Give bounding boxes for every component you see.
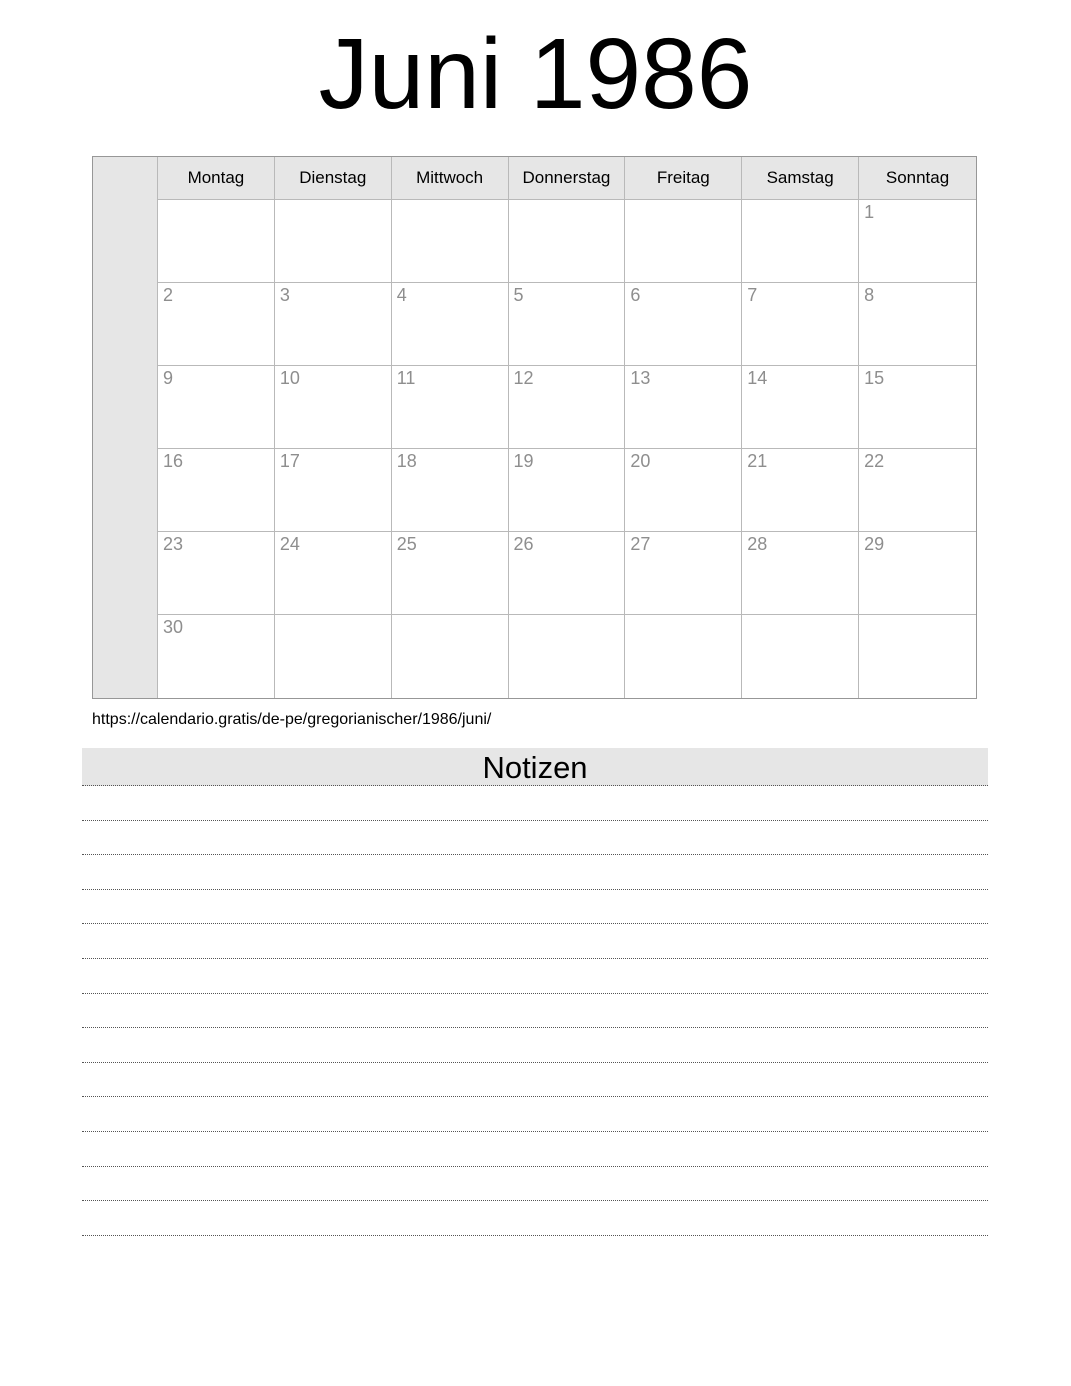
notes-lines-container <box>82 786 988 1236</box>
note-line <box>82 1132 988 1167</box>
note-line <box>82 821 988 856</box>
calendar-day-cell <box>742 615 859 698</box>
page-title: Juni 1986 <box>318 18 753 130</box>
calendar-day-cell <box>509 615 626 698</box>
weekday-header-freitag: Freitag <box>625 157 742 200</box>
note-line <box>82 786 988 821</box>
weekday-header-row <box>93 157 976 200</box>
calendar-table <box>92 156 977 699</box>
calendar-day-cell: 7 <box>742 283 859 366</box>
calendar-day-cell: 18 <box>392 449 509 532</box>
calendar-day-cell: 25 <box>392 532 509 615</box>
calendar-day-cell <box>275 615 392 698</box>
calendar-day-cell: 26 <box>509 532 626 615</box>
calendar-day-cell <box>742 200 859 283</box>
calendar-day-cell <box>158 200 275 283</box>
notes-header <box>82 748 988 786</box>
calendar-week-row <box>93 283 976 366</box>
calendar-day-cell: 9 <box>158 366 275 449</box>
note-line <box>82 890 988 925</box>
calendar-day-cell: 30 <box>158 615 275 698</box>
calendar-day-cell: 27 <box>625 532 742 615</box>
note-line <box>82 1097 988 1132</box>
calendar-day-cell: 1 <box>859 200 976 283</box>
calendar-day-cell: 10 <box>275 366 392 449</box>
note-line <box>82 959 988 994</box>
calendar-day-cell: 19 <box>509 449 626 532</box>
weekday-header-dienstag: Dienstag <box>275 157 392 200</box>
calendar-week-row <box>93 532 976 615</box>
calendar-week-row <box>93 449 976 532</box>
calendar-day-cell <box>275 200 392 283</box>
calendar-day-cell: 5 <box>509 283 626 366</box>
source-url: https://calendario.gratis/de-pe/gregorianischer/1986/juni/ <box>92 711 492 728</box>
calendar-week-row <box>93 615 976 698</box>
calendar-day-cell: 24 <box>275 532 392 615</box>
notes-title: Notizen <box>482 750 588 785</box>
weekday-header-montag: Montag <box>158 157 275 200</box>
calendar-day-cell: 28 <box>742 532 859 615</box>
note-line <box>82 1167 988 1202</box>
calendar-day-cell: 14 <box>742 366 859 449</box>
note-line <box>82 1028 988 1063</box>
calendar-day-cell <box>859 615 976 698</box>
calendar-day-cell: 17 <box>275 449 392 532</box>
calendar-day-cell: 8 <box>859 283 976 366</box>
note-line <box>82 1201 988 1236</box>
note-line <box>82 855 988 890</box>
calendar-day-cell <box>392 615 509 698</box>
calendar-day-cell <box>509 200 626 283</box>
calendar-day-cell: 3 <box>275 283 392 366</box>
calendar-week-row <box>93 366 976 449</box>
calendar-day-cell <box>625 200 742 283</box>
week-number-column <box>93 157 158 698</box>
calendar-day-cell: 4 <box>392 283 509 366</box>
calendar-day-cell: 2 <box>158 283 275 366</box>
weekday-header-samstag: Samstag <box>742 157 859 200</box>
calendar-day-cell <box>392 200 509 283</box>
note-line <box>82 924 988 959</box>
notes-section <box>82 748 988 1236</box>
calendar-day-cell: 16 <box>158 449 275 532</box>
calendar-day-cell: 20 <box>625 449 742 532</box>
weekday-header-sonntag: Sonntag <box>859 157 976 200</box>
calendar-day-cell: 6 <box>625 283 742 366</box>
calendar-day-cell <box>625 615 742 698</box>
calendar-day-cell: 15 <box>859 366 976 449</box>
weekday-header-donnerstag: Donnerstag <box>509 157 626 200</box>
note-line <box>82 994 988 1029</box>
calendar-day-cell: 12 <box>509 366 626 449</box>
calendar-day-cell: 13 <box>625 366 742 449</box>
note-line <box>82 1063 988 1098</box>
calendar-day-cell: 11 <box>392 366 509 449</box>
weekday-header-mittwoch: Mittwoch <box>392 157 509 200</box>
calendar-day-cell: 22 <box>859 449 976 532</box>
calendar-day-cell: 21 <box>742 449 859 532</box>
calendar-week-row <box>93 200 976 283</box>
calendar-day-cell: 23 <box>158 532 275 615</box>
calendar-day-cell: 29 <box>859 532 976 615</box>
